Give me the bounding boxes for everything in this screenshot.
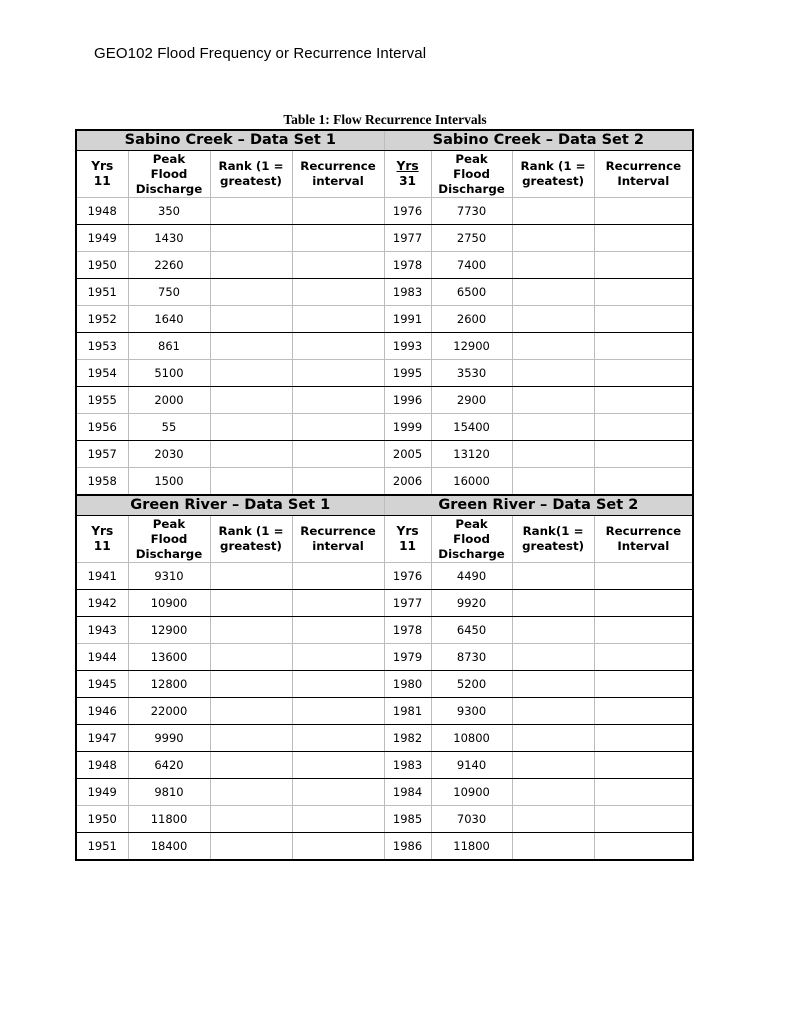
- discharge-cell: 1500: [128, 468, 210, 496]
- header-line: 31: [399, 174, 417, 188]
- recurrence-cell[interactable]: [292, 360, 384, 387]
- discharge-cell: 22000: [128, 698, 210, 725]
- discharge-cell: 5100: [128, 360, 210, 387]
- rank-cell[interactable]: [512, 806, 594, 833]
- rank-cell[interactable]: [512, 725, 594, 752]
- discharge-cell: 10900: [128, 590, 210, 617]
- recurrence-cell[interactable]: [594, 563, 693, 590]
- discharge-cell: 1430: [128, 225, 210, 252]
- recurrence-cell[interactable]: [594, 806, 693, 833]
- header-line: Recurrence: [605, 524, 682, 538]
- year-cell: 1951: [76, 833, 128, 861]
- recurrence-cell[interactable]: [594, 252, 693, 279]
- discharge-cell: 13600: [128, 644, 210, 671]
- discharge-cell: 9310: [128, 563, 210, 590]
- table-row: [76, 644, 693, 671]
- header-line: Rank(1 =: [522, 524, 584, 538]
- column-header-row: [76, 151, 693, 198]
- discharge-cell: 8730: [431, 644, 512, 671]
- discharge-cell: 55: [128, 414, 210, 441]
- column-header-row: [76, 516, 693, 563]
- header-line: Peak: [455, 516, 488, 531]
- discharge-cell: 2030: [128, 441, 210, 468]
- discharge-cell: 7730: [431, 198, 512, 225]
- header-recurrence-left: [292, 151, 384, 198]
- recurrence-cell[interactable]: [594, 306, 693, 333]
- discharge-cell: 861: [128, 333, 210, 360]
- header-line: Rank (1 =: [218, 159, 284, 173]
- year-cell: 1950: [76, 806, 128, 833]
- rank-cell[interactable]: [512, 225, 594, 252]
- header-line: Interval: [617, 174, 670, 188]
- discharge-cell: 9920: [431, 590, 512, 617]
- rank-cell[interactable]: [512, 468, 594, 496]
- year-cell: 1980: [384, 671, 431, 698]
- recurrence-cell[interactable]: [292, 779, 384, 806]
- recurrence-cell[interactable]: [594, 414, 693, 441]
- recurrence-cell[interactable]: [594, 779, 693, 806]
- discharge-cell: 12800: [128, 671, 210, 698]
- recurrence-cell[interactable]: [594, 333, 693, 360]
- rank-cell[interactable]: [512, 387, 594, 414]
- recurrence-cell[interactable]: [292, 806, 384, 833]
- year-cell: 1955: [76, 387, 128, 414]
- table-row: [76, 806, 693, 833]
- rank-cell[interactable]: [210, 279, 292, 306]
- rank-cell[interactable]: [210, 644, 292, 671]
- year-cell: 1999: [384, 414, 431, 441]
- rank-cell[interactable]: [512, 414, 594, 441]
- page-header: GEO102 Flood Frequency or Recurrence Interval: [94, 45, 427, 62]
- year-cell: 1976: [384, 563, 431, 590]
- discharge-cell: 13120: [431, 441, 512, 468]
- year-cell: 1978: [384, 617, 431, 644]
- recurrence-cell[interactable]: [594, 698, 693, 725]
- rank-cell[interactable]: [210, 590, 292, 617]
- rank-cell[interactable]: [210, 563, 292, 590]
- header-rank-left: [210, 516, 292, 563]
- header-line: Discharge: [135, 181, 203, 196]
- recurrence-cell[interactable]: [594, 752, 693, 779]
- table-row: [76, 671, 693, 698]
- header-line: Peak: [152, 151, 186, 166]
- recurrence-cell[interactable]: [292, 563, 384, 590]
- recurrence-cell[interactable]: [594, 360, 693, 387]
- header-line: Flood: [453, 531, 490, 546]
- discharge-cell: 2600: [431, 306, 512, 333]
- recurrence-cell[interactable]: [594, 279, 693, 306]
- rank-cell[interactable]: [512, 644, 594, 671]
- discharge-cell: 1640: [128, 306, 210, 333]
- year-cell: 1981: [384, 698, 431, 725]
- recurrence-cell[interactable]: [594, 198, 693, 225]
- table-row: [76, 306, 693, 333]
- table-row: [76, 198, 693, 225]
- discharge-cell: 3530: [431, 360, 512, 387]
- discharge-cell: 11800: [128, 806, 210, 833]
- header-line: Yrs: [91, 524, 114, 538]
- discharge-cell: 2260: [128, 252, 210, 279]
- recurrence-cell[interactable]: [594, 441, 693, 468]
- header-line: Discharge: [438, 546, 505, 561]
- recurrence-cell[interactable]: [292, 644, 384, 671]
- table-row: [76, 360, 693, 387]
- discharge-cell: 2750: [431, 225, 512, 252]
- year-cell: 1979: [384, 644, 431, 671]
- discharge-cell: 6420: [128, 752, 210, 779]
- year-cell: 2005: [384, 441, 431, 468]
- section-title-row: [76, 495, 693, 516]
- discharge-cell: 350: [128, 198, 210, 225]
- year-cell: 2006: [384, 468, 431, 496]
- rank-cell[interactable]: [512, 671, 594, 698]
- section-title-right: Sabino Creek – Data Set 2: [384, 130, 693, 151]
- year-cell: 1945: [76, 671, 128, 698]
- rank-cell[interactable]: [512, 752, 594, 779]
- header-line: greatest): [220, 539, 282, 553]
- discharge-cell: 7030: [431, 806, 512, 833]
- header-peak-right: [431, 151, 512, 198]
- discharge-cell: 5200: [431, 671, 512, 698]
- discharge-cell: 2000: [128, 387, 210, 414]
- year-cell: 1949: [76, 779, 128, 806]
- rank-cell[interactable]: [512, 590, 594, 617]
- recurrence-cell[interactable]: [292, 725, 384, 752]
- rank-cell[interactable]: [210, 752, 292, 779]
- header-line: Rank (1 =: [520, 159, 586, 173]
- table-row: [76, 468, 693, 496]
- header-line: Yrs: [396, 524, 419, 538]
- table-row: [76, 225, 693, 252]
- year-cell: 1954: [76, 360, 128, 387]
- recurrence-cell[interactable]: [292, 698, 384, 725]
- year-cell: 1996: [384, 387, 431, 414]
- header-line: Discharge: [438, 181, 505, 196]
- rank-cell[interactable]: [512, 833, 594, 861]
- recurrence-cell[interactable]: [292, 752, 384, 779]
- recurrence-cell[interactable]: [292, 590, 384, 617]
- table-row: [76, 752, 693, 779]
- recurrence-cell[interactable]: [594, 833, 693, 861]
- rank-cell[interactable]: [210, 779, 292, 806]
- rank-cell[interactable]: [512, 617, 594, 644]
- header-rank-right: [512, 151, 594, 198]
- header-line: Rank (1 =: [218, 524, 284, 538]
- rank-cell[interactable]: [210, 387, 292, 414]
- recurrence-cell[interactable]: [594, 590, 693, 617]
- discharge-cell: 10900: [431, 779, 512, 806]
- year-cell: 1984: [384, 779, 431, 806]
- recurrence-cell[interactable]: [292, 671, 384, 698]
- recurrence-cell[interactable]: [594, 387, 693, 414]
- table-row: [76, 725, 693, 752]
- header-line: Yrs: [396, 159, 419, 173]
- header-rank-right: [512, 516, 594, 563]
- table-row: [76, 333, 693, 360]
- table-caption: Table 1: Flow Recurrence Intervals: [283, 112, 487, 127]
- recurrence-cell[interactable]: [292, 441, 384, 468]
- section-title-right: Green River – Data Set 2: [384, 495, 693, 516]
- recurrence-cell[interactable]: [292, 333, 384, 360]
- discharge-cell: 9140: [431, 752, 512, 779]
- rank-cell[interactable]: [210, 414, 292, 441]
- header-line: Flood: [453, 166, 490, 181]
- table-row: [76, 779, 693, 806]
- rank-cell[interactable]: [210, 306, 292, 333]
- discharge-cell: 11800: [431, 833, 512, 861]
- discharge-cell: 12900: [128, 617, 210, 644]
- header-line: greatest): [220, 174, 282, 188]
- header-line: Flood: [150, 531, 188, 546]
- year-cell: 1948: [76, 752, 128, 779]
- header-line: 11: [93, 539, 111, 553]
- recurrence-cell[interactable]: [292, 387, 384, 414]
- header-yrs-left: [76, 151, 128, 198]
- rank-cell[interactable]: [210, 252, 292, 279]
- rank-cell[interactable]: [512, 198, 594, 225]
- table-row: [76, 279, 693, 306]
- discharge-cell: 10800: [431, 725, 512, 752]
- header-line: 11: [399, 539, 417, 553]
- header-rank-left: [210, 151, 292, 198]
- table-row: [76, 617, 693, 644]
- year-cell: 1950: [76, 252, 128, 279]
- discharge-cell: 16000: [431, 468, 512, 496]
- header-line: greatest): [522, 174, 584, 188]
- rank-cell[interactable]: [210, 698, 292, 725]
- year-cell: 1953: [76, 333, 128, 360]
- rank-cell[interactable]: [210, 198, 292, 225]
- year-cell: 1951: [76, 279, 128, 306]
- recurrence-cell[interactable]: [292, 279, 384, 306]
- table-row: [76, 414, 693, 441]
- rank-cell[interactable]: [512, 306, 594, 333]
- rank-cell[interactable]: [512, 279, 594, 306]
- table-row: [76, 252, 693, 279]
- rank-cell[interactable]: [210, 468, 292, 496]
- discharge-cell: 9810: [128, 779, 210, 806]
- rank-cell[interactable]: [512, 360, 594, 387]
- recurrence-cell[interactable]: [292, 617, 384, 644]
- rank-cell[interactable]: [512, 333, 594, 360]
- table-row: [76, 563, 693, 590]
- recurrence-cell[interactable]: [594, 225, 693, 252]
- header-line: Peak: [152, 516, 186, 531]
- header-line: Flood: [150, 166, 188, 181]
- recurrence-cell[interactable]: [594, 617, 693, 644]
- year-cell: 1956: [76, 414, 128, 441]
- recurrence-cell[interactable]: [292, 225, 384, 252]
- header-peak-left: [128, 516, 210, 563]
- discharge-cell: 750: [128, 279, 210, 306]
- discharge-cell: 18400: [128, 833, 210, 861]
- rank-cell[interactable]: [512, 252, 594, 279]
- recurrence-cell[interactable]: [292, 468, 384, 496]
- year-cell: 1993: [384, 333, 431, 360]
- year-cell: 1952: [76, 306, 128, 333]
- year-cell: 1976: [384, 198, 431, 225]
- rank-cell[interactable]: [512, 698, 594, 725]
- header-line: Recurrence: [605, 159, 682, 173]
- header-yrs-right: [384, 516, 431, 563]
- recurrence-cell[interactable]: [594, 725, 693, 752]
- table-row: [76, 833, 693, 861]
- rank-cell[interactable]: [512, 441, 594, 468]
- recurrence-cell[interactable]: [292, 198, 384, 225]
- section-title-left: Sabino Creek – Data Set 1: [76, 130, 384, 151]
- year-cell: 1941: [76, 563, 128, 590]
- table-row: [76, 387, 693, 414]
- header-line: Yrs: [91, 159, 114, 173]
- header-line: Interval: [617, 539, 670, 553]
- year-cell: 1944: [76, 644, 128, 671]
- discharge-cell: 2900: [431, 387, 512, 414]
- rank-cell[interactable]: [210, 617, 292, 644]
- table-row: [76, 698, 693, 725]
- recurrence-cell[interactable]: [594, 644, 693, 671]
- year-cell: 1943: [76, 617, 128, 644]
- header-peak-right: [431, 516, 512, 563]
- discharge-cell: 9300: [431, 698, 512, 725]
- recurrence-cell[interactable]: [292, 833, 384, 861]
- header-yrs-left: [76, 516, 128, 563]
- year-cell: 1985: [384, 806, 431, 833]
- section-title-row: [76, 130, 693, 151]
- header-line: Peak: [455, 151, 488, 166]
- table-row: [76, 590, 693, 617]
- rank-cell[interactable]: [512, 563, 594, 590]
- section-title-left: Green River – Data Set 1: [76, 495, 384, 516]
- rank-cell[interactable]: [512, 779, 594, 806]
- year-cell: 1983: [384, 752, 431, 779]
- discharge-cell: 15400: [431, 414, 512, 441]
- table-row: [76, 441, 693, 468]
- discharge-cell: 12900: [431, 333, 512, 360]
- discharge-cell: 4490: [431, 563, 512, 590]
- year-cell: 1949: [76, 225, 128, 252]
- rank-cell[interactable]: [210, 806, 292, 833]
- year-cell: 1983: [384, 279, 431, 306]
- flow-recurrence-table: [75, 129, 694, 861]
- year-cell: 1982: [384, 725, 431, 752]
- header-line: Discharge: [135, 546, 203, 561]
- header-line: Recurrence: [300, 524, 376, 538]
- year-cell: 1948: [76, 198, 128, 225]
- recurrence-cell[interactable]: [292, 414, 384, 441]
- year-cell: 1991: [384, 306, 431, 333]
- year-cell: 1986: [384, 833, 431, 861]
- recurrence-cell[interactable]: [594, 671, 693, 698]
- header-yrs-right: [384, 151, 431, 198]
- header-peak-left: [128, 151, 210, 198]
- rank-cell[interactable]: [210, 360, 292, 387]
- discharge-cell: 7400: [431, 252, 512, 279]
- rank-cell[interactable]: [210, 725, 292, 752]
- header-line: greatest): [522, 539, 584, 553]
- discharge-cell: 9990: [128, 725, 210, 752]
- discharge-cell: 6450: [431, 617, 512, 644]
- header-recurrence-left: [292, 516, 384, 563]
- year-cell: 1942: [76, 590, 128, 617]
- year-cell: 1946: [76, 698, 128, 725]
- header-line: 11: [93, 174, 111, 188]
- header-recurrence-right: [594, 516, 693, 563]
- recurrence-cell[interactable]: [594, 468, 693, 496]
- recurrence-cell[interactable]: [292, 252, 384, 279]
- year-cell: 1995: [384, 360, 431, 387]
- year-cell: 1958: [76, 468, 128, 496]
- year-cell: 1977: [384, 590, 431, 617]
- rank-cell[interactable]: [210, 441, 292, 468]
- rank-cell[interactable]: [210, 671, 292, 698]
- rank-cell[interactable]: [210, 833, 292, 861]
- year-cell: 1978: [384, 252, 431, 279]
- year-cell: 1957: [76, 441, 128, 468]
- discharge-cell: 6500: [431, 279, 512, 306]
- year-cell: 1977: [384, 225, 431, 252]
- header-line: interval: [312, 174, 364, 188]
- rank-cell[interactable]: [210, 333, 292, 360]
- recurrence-cell[interactable]: [292, 306, 384, 333]
- header-line: Recurrence: [300, 159, 376, 173]
- year-cell: 1947: [76, 725, 128, 752]
- header-recurrence-right: [594, 151, 693, 198]
- rank-cell[interactable]: [210, 225, 292, 252]
- header-line: interval: [312, 539, 364, 553]
